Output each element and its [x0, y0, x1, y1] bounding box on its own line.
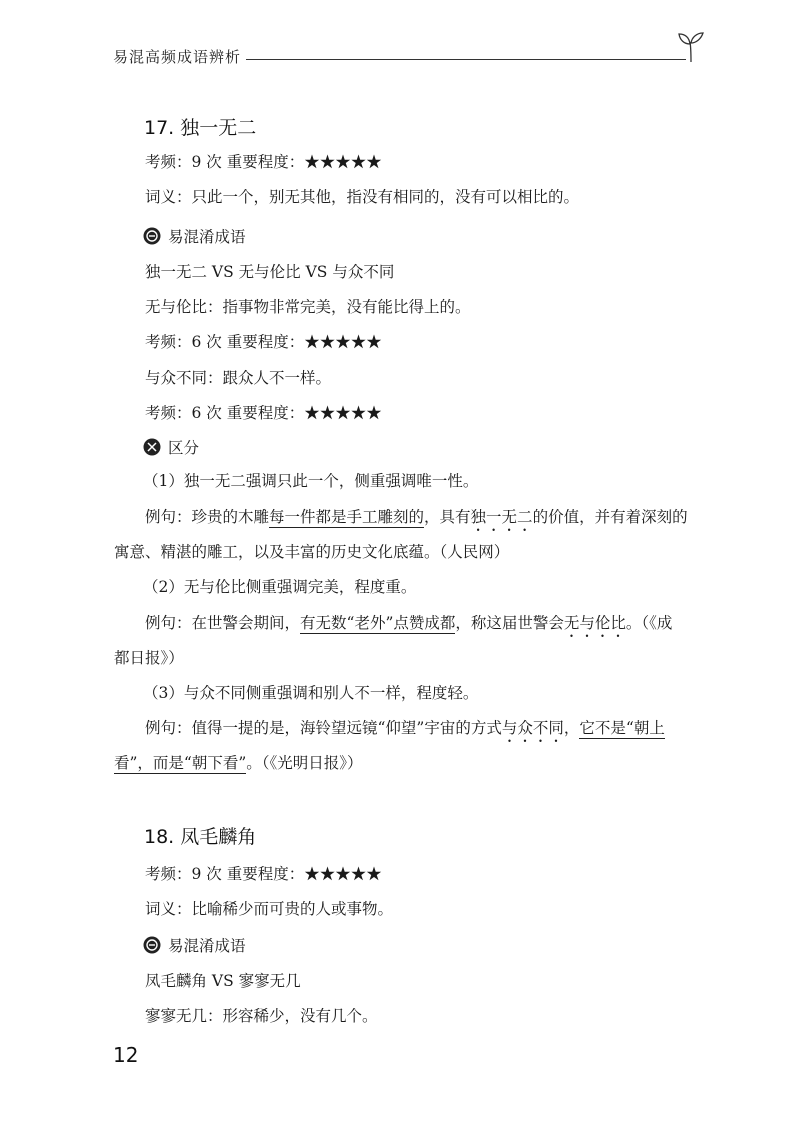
entry-title: 17. 独一无二	[144, 117, 257, 139]
confusable-heading	[143, 934, 246, 956]
example-sentence-2-cont: 都日报》）	[114, 649, 184, 667]
confusable-heading	[143, 225, 246, 247]
idiom-frequency: 考频：6 次 重要程度：★★★★★	[145, 404, 382, 422]
example-sentence-3-cont: 看”，而是“朝下看”。（《光明日报》）	[114, 754, 363, 772]
header-rule	[246, 59, 686, 60]
example-sentence-1-cont: 寓意、精湛的雕工，以及丰富的历史文化底蕴。（人民网）	[114, 543, 510, 561]
emphasized-idiom: 独一无二	[470, 508, 533, 526]
emphasized-idiom: 无与伦比	[563, 614, 626, 632]
idiom-frequency: 考频：6 次 重要程度：★★★★★	[145, 333, 382, 351]
example-sentence-1: 例句：珍贵的木雕每一件都是手工雕刻的，具有独一无二的价值，并有着深刻的	[145, 508, 688, 526]
distinction-point-1: （1）独一无二强调只此一个，侧重强调唯一性。	[143, 472, 479, 490]
entry-title: 18. 凤毛麟角	[144, 826, 257, 848]
distinction-badge-icon	[143, 438, 161, 456]
idiom-definition: 寥寥无几：形容稀少，没有几个。	[145, 1007, 378, 1025]
comparison-line: 凤毛麟角 VS 寥寥无几	[145, 972, 301, 990]
underlined-phrase: 每一件都是手工雕刻的	[269, 508, 425, 526]
page-number: 12	[113, 1043, 139, 1067]
meaning-line: 词义：只此一个，别无其他，指没有相同的，没有可以相比的。	[145, 188, 580, 206]
emphasized-idiom: 与众不同	[501, 719, 564, 737]
confusable-badge-icon	[143, 936, 161, 954]
confusable-badge-icon	[143, 227, 161, 245]
underlined-phrase: 它不是“朝上	[579, 719, 665, 737]
underlined-phrase: 有无数“老外”点赞成都	[300, 614, 456, 632]
distinction-point-2: （2）无与伦比侧重强调完美，程度重。	[143, 578, 417, 596]
confusable-heading-label: 易混淆成语	[168, 228, 246, 246]
distinction-heading-label: 区分	[168, 439, 200, 457]
frequency-line: 考频：9 次 重要程度：★★★★★	[145, 153, 382, 171]
example-sentence-2: 例句：在世警会期间，有无数“老外”点赞成都，称这届世警会无与伦比。（《成	[145, 614, 673, 632]
frequency-line: 考频：9 次 重要程度：★★★★★	[145, 865, 382, 883]
underlined-phrase: 看”，而是“朝下看”	[114, 754, 247, 772]
distinction-point-3: （3）与众不同侧重强调和别人不一样，程度轻。	[143, 684, 479, 702]
example-sentence-3: 例句：值得一提的是，海铃望远镜“仰望”宇宙的方式与众不同，它不是“朝上	[145, 719, 665, 737]
running-header-title: 易混高频成语辨析	[113, 48, 242, 66]
idiom-definition: 与众不同：跟众人不一样。	[145, 369, 332, 387]
sprout-icon	[676, 28, 706, 64]
distinction-heading	[143, 436, 199, 458]
confusable-heading-label: 易混淆成语	[168, 937, 246, 955]
meaning-line: 词义：比喻稀少而可贵的人或事物。	[145, 900, 394, 918]
comparison-line: 独一无二 VS 无与伦比 VS 与众不同	[145, 263, 395, 281]
idiom-definition: 无与伦比：指事物非常完美，没有能比得上的。	[145, 298, 471, 316]
